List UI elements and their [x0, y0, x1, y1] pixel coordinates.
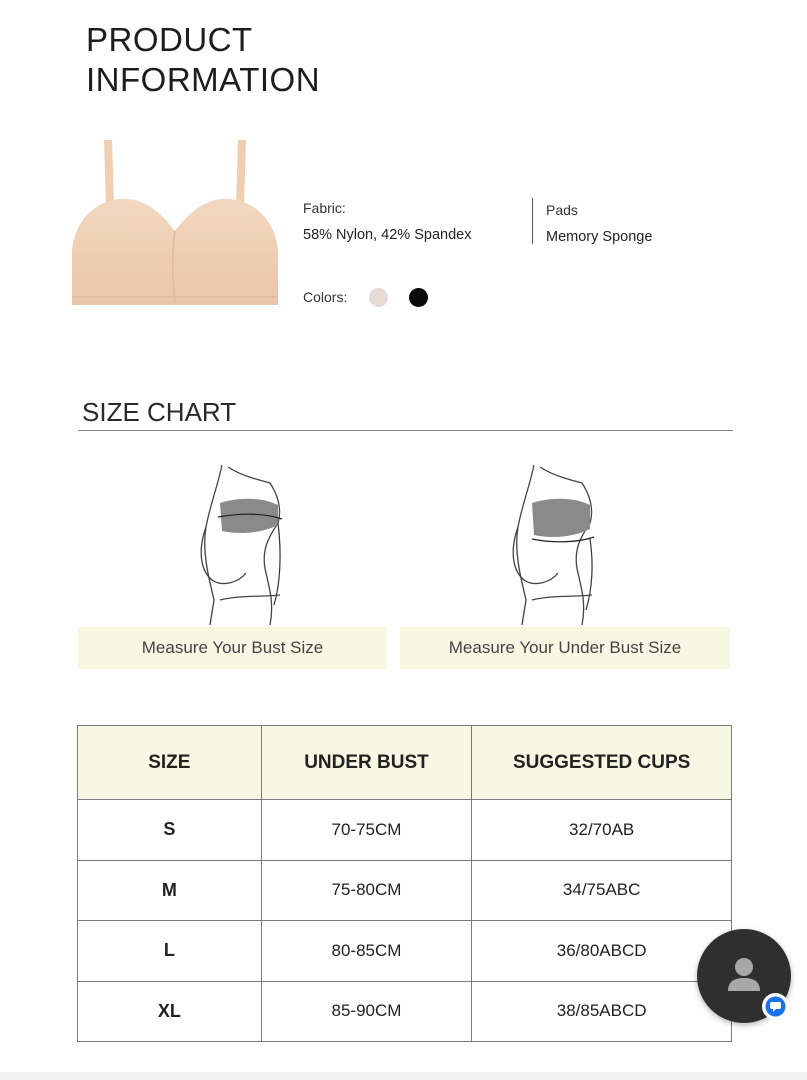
cell-size: L [78, 921, 262, 982]
color-swatch-black[interactable] [409, 288, 428, 307]
header-size: SIZE [78, 726, 262, 800]
fabric-value: 58% Nylon, 42% Spandex [303, 227, 472, 243]
header-suggested-cups: SUGGESTED CUPS [472, 726, 732, 800]
cell-under-bust: 70-75CM [261, 800, 472, 861]
chat-badge[interactable] [762, 993, 789, 1020]
cell-under-bust: 85-90CM [261, 981, 472, 1042]
cell-size: S [78, 800, 262, 861]
cell-under-bust: 75-80CM [261, 860, 472, 921]
title-line-1: PRODUCT [86, 21, 253, 58]
color-swatch-nude[interactable] [369, 288, 388, 307]
title-line-2: INFORMATION [86, 61, 321, 98]
pads-value: Memory Sponge [546, 229, 653, 245]
cell-suggested-cups: 36/80ABCD [472, 921, 732, 982]
header-under-bust: UNDER BUST [261, 726, 472, 800]
bottom-bar [0, 1072, 807, 1080]
info-divider [532, 198, 533, 244]
colors-label: Colors: [303, 289, 348, 305]
table-row [78, 800, 732, 861]
section-divider [78, 430, 733, 431]
table-row [78, 981, 732, 1042]
size-chart-title: SIZE CHART [82, 397, 237, 427]
fabric-label: Fabric: [303, 200, 346, 216]
cell-under-bust: 80-85CM [261, 921, 472, 982]
table-row [78, 860, 732, 921]
cell-suggested-cups: 38/85ABCD [472, 981, 732, 1042]
under-bust-measure-illustration [482, 455, 632, 625]
product-image [66, 135, 284, 310]
under-bust-size-caption: Measure Your Under Bust Size [400, 627, 730, 669]
cell-suggested-cups: 32/70AB [472, 800, 732, 861]
page-title [86, 20, 320, 100]
pads-label: Pads [546, 202, 578, 218]
table-row [78, 921, 732, 982]
chat-bubble-icon [762, 993, 789, 1020]
size-table [77, 725, 732, 1042]
cell-suggested-cups: 34/75ABC [472, 860, 732, 921]
cell-size: M [78, 860, 262, 921]
bust-size-caption: Measure Your Bust Size [78, 627, 387, 669]
bust-measure-illustration [170, 455, 320, 625]
cell-size: XL [78, 981, 262, 1042]
table-header-row [78, 726, 732, 800]
